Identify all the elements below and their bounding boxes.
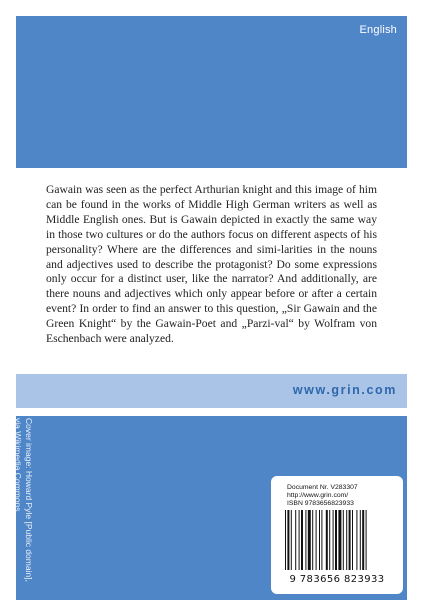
back-cover-blurb: Gawain was seen as the perfect Arthurian knight and this image of him can be found in the works of Middle High German writers as well as Middle English ones. But is Gawain depicted in exactly the same way in those two cultures or do the authors focus on different aspects of his personality? Where are the differences and simi-larities in the nouns and adjectives used to describe the protagonist? Do some expressions only occur for a distinct user, like the narrator? And additionally, are there nouns and adjectives which only appear before or after a certain event? In order to find an answer to this question, „Sir Gawain and the Green Knight“ by the Gawain-Poet and „Parzi-val“ by Wolfram von Eschenbach were analyzed. xyxy=(46,183,377,346)
publisher-link[interactable]: http://www.grin.com/ xyxy=(287,492,349,499)
publisher-url[interactable]: www.grin.com xyxy=(292,383,397,397)
language-label: English xyxy=(359,24,397,36)
top-color-panel xyxy=(16,16,407,168)
publisher-band xyxy=(16,374,407,408)
barcode-box xyxy=(271,476,403,594)
isbn-label: ISBN 9783656823933 xyxy=(287,500,354,507)
cover-image-credit: Cover image: Howard Pyle [Public domain], via Wikimedia Commons xyxy=(13,418,34,582)
barcode-icon xyxy=(285,510,389,572)
document-number: Document Nr. V283307 xyxy=(287,484,358,491)
barcode-number: 9 783656 823933 xyxy=(289,574,385,585)
